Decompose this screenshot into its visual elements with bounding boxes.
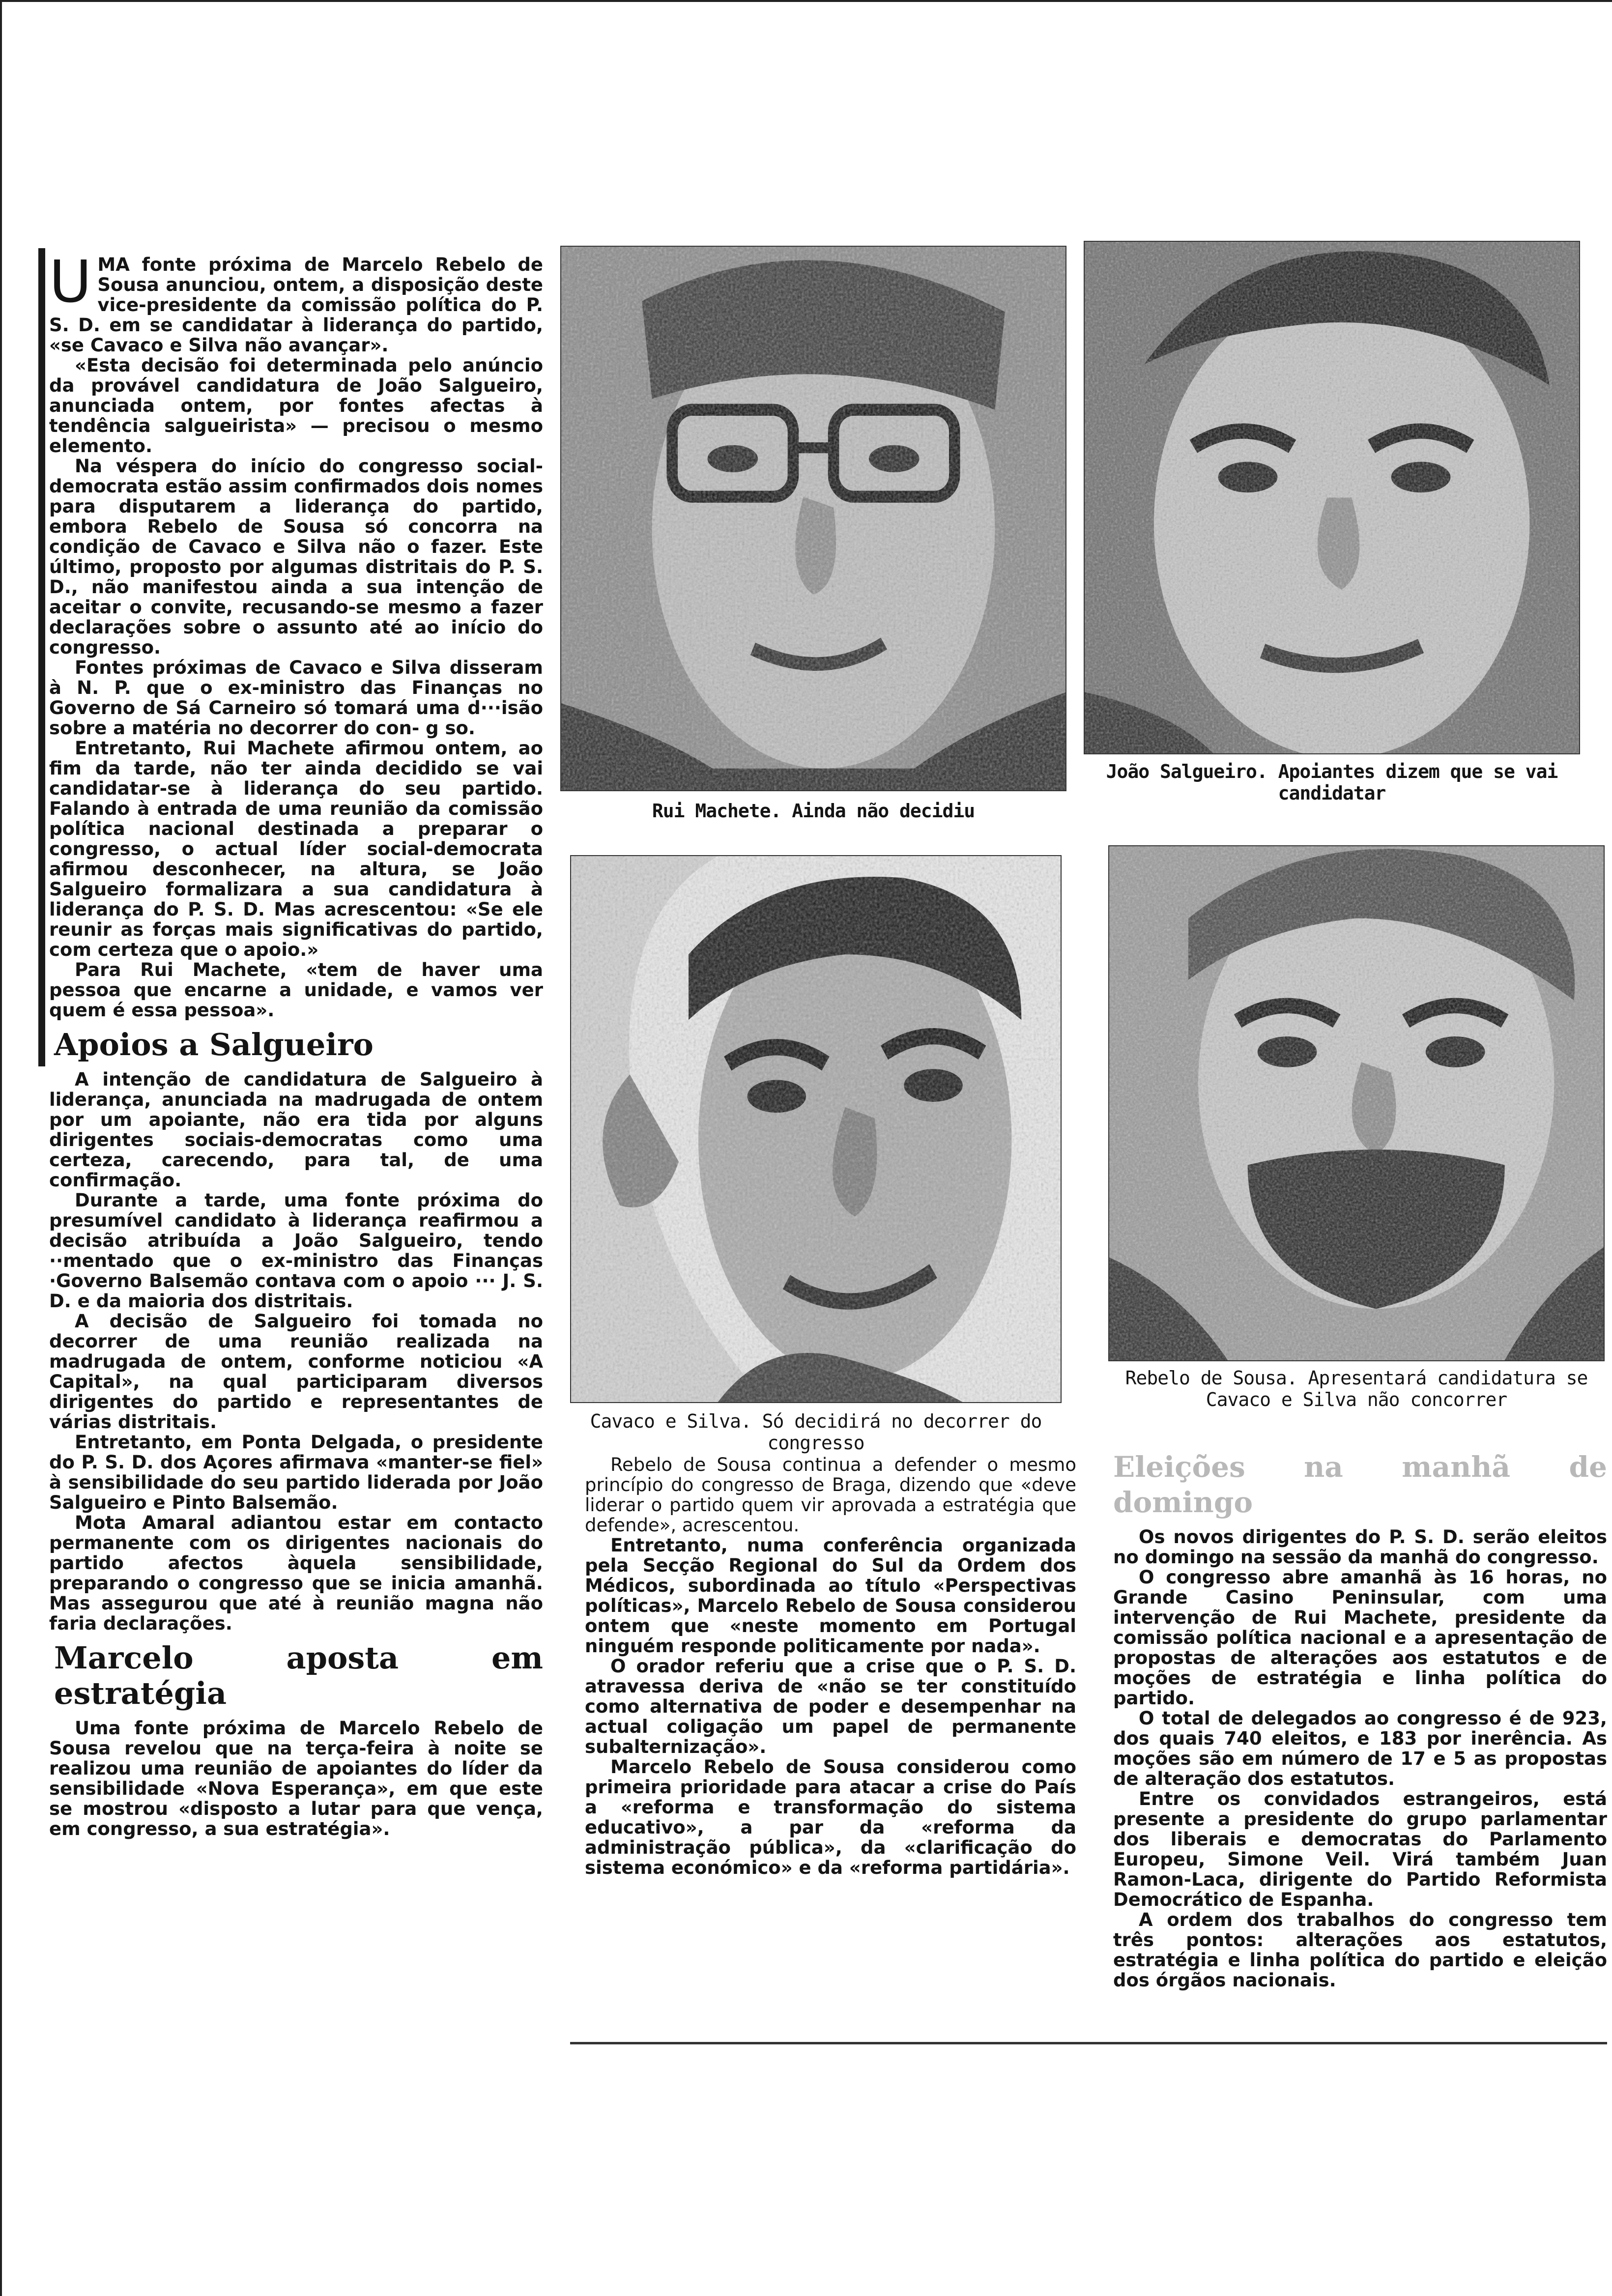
intro-paragraph-5: Entretanto, Rui Machete afirmou ontem, ao fim da tarde, não ter ainda decidido se vai candidatar-se à liderança do seu partido. Falando à entrada de uma reunião da comissão política nacional destinada a preparar o congresso, o actual líder social-democrata afirmou desconhecer, na altura, se João Salgueiro formalizara a sua candidatura à liderança do P. S. D. Mas acrescentou: «Se ele reunir as forças mais significativas do partido, com certeza que o apoio.»	[49, 738, 543, 960]
bottom-rule	[570, 2042, 1607, 2044]
marcelo-paragraph-1: Uma fonte próxima de Marcelo Rebelo de Sousa revelou que na terça-feira à noite se realizou uma reunião de apoiantes do líder da sensibilidade «Nova Esperança», em que este se mostrou «disposto a lutar para que vença, em congresso, a sua estratégia».	[49, 1718, 543, 1839]
subhead-apoios: Apoios a Salgueiro	[54, 1027, 374, 1062]
col3-paragraph-3: O total de delegados ao congresso é de 923, dos quais 740 eleitos, e 183 por inerência. As moções são em número de 17 e 5 as propostas de alteração dos estatutos.	[1113, 1708, 1607, 1789]
portrait-salgueiro-image	[1085, 242, 1579, 753]
column-2	[585, 1455, 1076, 1878]
intro-paragraph-1: UMA fonte próxima de Marcelo Rebelo de Sousa anunciou, ontem, a disposição deste vice-presidente da comissão política do P. S. D. em se candidatar à liderança do partido, «se Cavaco e Silva não avançar».	[49, 248, 543, 356]
portrait-rebelo-image	[1109, 846, 1604, 1360]
subhead-eleicoes: Eleições na manhã de domingo	[1113, 1450, 1607, 1519]
photo-cavaco-e-silva	[570, 855, 1062, 1403]
caption-cavaco-e-silva: Cavaco e Silva. Só decidirá no decorrer do congresso	[590, 1410, 1042, 1454]
apoios-paragraph-5: Mota Amaral adiantou estar em contacto permanente com os dirigentes nacionais do partido afectos àquela sensibilidade, preparando o congresso que se inicia amanhã. Mas assegurou que até à reunião magna não faria declarações.	[49, 1512, 543, 1634]
apoios-paragraph-4: Entretanto, em Ponta Delgada, o presidente do P. S. D. dos Açores afirmava «manter-se fiel» à sensibilidade do seu partido liderada por João Salgueiro e Pinto Balsemão.	[49, 1432, 543, 1513]
apoios-paragraph-1: A intenção de candidatura de Salgueiro à liderança, anunciada na madrugada de ontem por um apoiante, não era tida por alguns dirigentes sociais-democratas como uma certeza, carecendo, para tal, de uma confirmação.	[49, 1069, 543, 1191]
intro-paragraph-3: Na véspera do início do congresso social-democrata estão assim confirmados dois nomes para disputarem a liderança do partido, embora Rebelo de Sousa só concorra na condição de Cavaco e Silva não o fazer. Este último, proposto por algumas distritais do P. S. D., não manifestou ainda a sua intenção de aceitar o convite, recusando-se mesmo a fazer declarações sobre o assunto até ao início do congresso.	[49, 456, 543, 658]
col3-paragraph-5: A ordem dos trabalhos do congresso tem três pontos: alterações aos estatutos, estratégia e linha política do partido e eleição dos órgãos nacionais.	[1113, 1909, 1607, 1991]
subhead-marcelo: Marcelo aposta em estratégia	[54, 1640, 543, 1711]
photo-rui-machete	[560, 246, 1066, 791]
col2-paragraph-1: Rebelo de Sousa continua a defender o mesmo princípio do congresso de Braga, dizendo que «deve liderar o partido quem vir aprovada a estratégia que defende», acrescentou.	[585, 1454, 1076, 1536]
intro-paragraph-6: Para Rui Machete, «tem de haver uma pessoa que encarne a unidade, e vamos ver quem é essa pessoa».	[49, 959, 543, 1021]
photo-rebelo-de-sousa	[1108, 845, 1605, 1361]
col2-paragraph-4: Marcelo Rebelo de Sousa considerou como primeira prioridade para atacar a crise do País a «reforma e transformação do sistema educativo», a par da «reforma da administração pública», da «clarificação do sistema económico» e da «reforma partidária».	[585, 1756, 1076, 1878]
intro-paragraph-4: Fontes próximas de Cavaco e Silva disseram à N. P. que o ex-ministro das Finanças no Governo de Sá Carneiro só tomará uma d···isão sobre a matéria no decorrer do con- g so.	[49, 657, 543, 739]
caption-joao-salgueiro: João Salgueiro. Apoiantes dizem que se vai candidatar	[1106, 761, 1558, 804]
col2-paragraph-3: O orador referiu que a crise que o P. S. D. atravessa deriva de «não se ter constituído como alternativa de poder e desempenhar na actual coligação um papel de permanente subalternização».	[585, 1656, 1076, 1757]
caption-rui-machete: Rui Machete. Ainda não decidiu	[652, 800, 975, 822]
col3-paragraph-4: Entre os convidados estrangeiros, está presente a presidente do grupo parlamentar dos liberais e democratas do Parlamento Europeu, Simone Veil. Virá também Juan Ramon-Laca, dirigente do Partido Reformista Democrático de Espanha.	[1113, 1788, 1607, 1910]
col3-paragraph-2: O congresso abre amanhã às 16 horas, no Grande Casino Peninsular, com uma intervenção de Rui Machete, presidente da comissão política nacional e a apresentação de propostas de alterações aos estatutos e de moções de estratégia e linha política do partido.	[1113, 1567, 1607, 1709]
col2-paragraph-2: Entretanto, numa conferência organizada pela Secção Regional do Sul da Ordem dos Médicos, subordinada ao título «Perspectivas políticas», Marcelo Rebelo de Sousa considerou ontem que «neste momento em Portugal ninguém responde politicamente por nada».	[585, 1535, 1076, 1657]
left-column-rule	[38, 248, 45, 1066]
photo-joao-salgueiro	[1084, 241, 1580, 754]
apoios-paragraph-2: Durante a tarde, uma fonte próxima do presumível candidato à liderança reafirmou a decisão atribuída a João Salgueiro, tendo ··mentado que o ex-ministro das Finanças ·Governo Balsemão contava com o apoio ··· J. S. D. e da maioria dos distritais.	[49, 1190, 543, 1312]
column-3	[1113, 1442, 1607, 1990]
column-1	[49, 248, 543, 1839]
apoios-paragraph-3: A decisão de Salgueiro foi tomada no decorrer de uma reunião realizada na madrugada de ontem, conforme noticiou «A Capital», na qual participaram diversos dirigentes do partido e representantes de várias distritais.	[49, 1311, 543, 1433]
dropcap: U	[49, 248, 92, 316]
col3-paragraph-1: Os novos dirigentes do P. S. D. serão eleitos no domingo na sessão da manhã do congresso.	[1113, 1526, 1607, 1568]
portrait-cavaco-image	[571, 856, 1061, 1402]
caption-rebelo-de-sousa: Rebelo de Sousa. Apresentará candidatura se Cavaco e Silva não concorrer	[1125, 1367, 1588, 1410]
portrait-machete-image	[561, 247, 1065, 790]
intro-paragraph-2: «Esta decisão foi determinada pelo anúncio da provável candidatura de João Salgueiro, anunciada ontem, por fontes afectas à tendência salgueirista» — precisou o mesmo elemento.	[49, 355, 543, 457]
